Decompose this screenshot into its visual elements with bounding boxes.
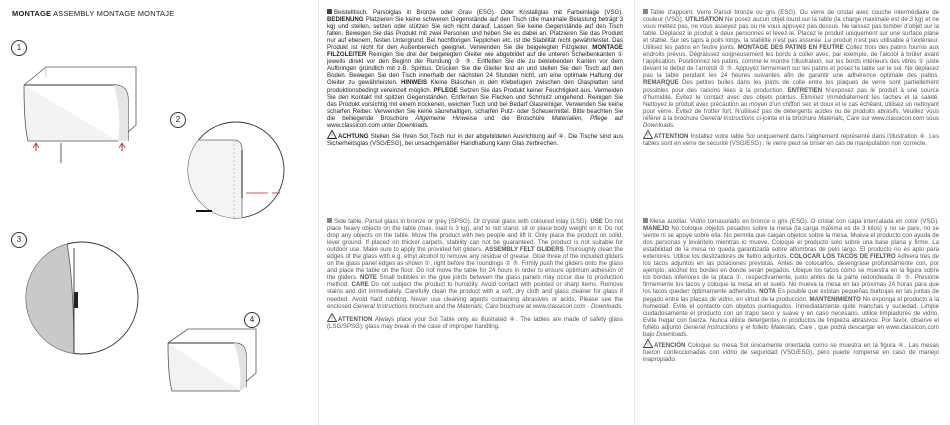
- de-brochure-1: Allgemeine Hinweise: [415, 114, 478, 122]
- fr-care-text: N’exposez pas le produit à une source d’humidité. Évitez le contact avec des objets pointus. Éliminez immédiatement les taches et la saleté. Nettoyez le produit avec précaution au moyen d’un chiffon sec et doux et le cas échéant, utilisez un nettoyant pour verre. Évitez de frotter fort. N’utilisez pas de détergents acides ou de produits abrasifs. Veuillez vous référer à la brochure: [643, 86, 939, 122]
- es-note-text: Es posible que existan pequeñas burbujas en las juntas de pegado entre las placas de vidrio, en virtud de la producción.: [643, 288, 940, 303]
- es-heading-use: MANEJO: [643, 225, 670, 233]
- svg-text:!: !: [647, 133, 649, 139]
- es-warning-heading: ATENCIÓN: [654, 341, 686, 349]
- en-use-text: Do not place heavy objects on the table (max. load is 3 kg), and to not stand, sit or place body weight on it. Do not drop any objects on the table. Move the product with two people and lift it. Only place the product on solid, level ground. If placed on thicker carpets, stability can not be guaranteed. The product is not suitable for outdoor use. Make sure to apply the provided felt gliders.: [327, 218, 623, 254]
- de-care-text-3: auf www.classicon.com unter: [327, 114, 623, 129]
- en-gliders-text: Thoroughly clean the edges of the glass with e.g. ethyl alcohol to remove any residue of grease. Glue three of the included gliders on the glass panel edges as shown ①, right before the roundings ② ③. Firmly push the gliders onto the glass and place the table on the floor. Do not move the table for 24 hours in order to ensure optimum adhesion of the gliders.: [327, 246, 623, 282]
- es-heading-gliders: COLOCAR LOS TACOS DE FIELTRO: [789, 253, 896, 261]
- es-care-text-3: , que podrá descargar en www.classicon.com bajo: [643, 323, 939, 338]
- en-brochure-1: General Instructions: [353, 302, 408, 310]
- header-title-rest: ASSEMBLY MONTAGE MONTAJE: [53, 9, 175, 18]
- en-heading-care: CARE: [351, 281, 369, 289]
- language-marker: [327, 218, 332, 223]
- language-marker: [643, 9, 648, 14]
- de-heading-use: BEDIENUNG: [327, 16, 364, 24]
- fr-heading-note: REMARQUE: [643, 79, 679, 87]
- fr-heading-gliders: MONTAGE DES PATINS EN FEUTRE: [737, 44, 844, 52]
- fr-downloads: Downloads.: [643, 121, 675, 129]
- warning-icon: [643, 339, 653, 348]
- en-brochure-2: Materials, Care: [457, 302, 499, 310]
- figure-4-table-orientation: [160, 325, 270, 420]
- figure-3-detail-circle: [22, 238, 142, 358]
- de-gliders-text: Reinigen Sie drei der beigelegten Gleiter wie abgebildet auf die unteren Scheibenkanten ① jeweils direkt vor den Beginn der Rundung ② ③. Entfetten Sie die zu beklebenden Kanten vor dem Aufbringen gründlich mit z.B. Spiritus. Drücken Sie die Gleiter fest an und stellen Sie den Tisch auf den Boden. Bewegen Sie den Tisch innerhalb der nächsten 24 Stunden nicht, um eine optimale Haftung der Gleiter zu gewährleisten.: [327, 51, 623, 87]
- text-column-spanish: [643, 218, 939, 363]
- fr-care-text-2: ci-jointe et la brochure: [756, 114, 817, 122]
- text-column-french: [643, 9, 939, 147]
- en-care-text-3: brochure at www.classicon.com -: [500, 302, 590, 310]
- de-use-text: Platzieren Sie keine schweren Gegenstände auf den Tisch (die maximale Belastung beträgt 3 kg) und stellen, setzen oder stützen Sie sich nicht darauf. Lassen Sie keine Gegenstände auf den Tisch fallen. Bewegen Sie das Produkt mit zwei Personen und heben Sie es dabei an. Platzieren Sie das Produkt nur auf ebenem, festen Untergrund. Bei hochflorigen Teppichen etc. ist die Stabilität nicht gewährleistet. Das Produkt ist nicht für den Außenbereich geeignet. Verwenden Sie die beigelegten Filzgleiter.: [327, 16, 623, 52]
- fr-note-text: Des petites bulles dans les joints de colle entre les plaques de verre sont partiellement possibles pour des raisons liées à la production.: [643, 79, 939, 94]
- fr-heading-care: ENTRETIEN: [787, 86, 823, 94]
- en-care-text-2: brochure and the: [409, 302, 456, 310]
- figure-2-detail-circle: [176, 120, 316, 220]
- es-heading-care: MANTENIMIENTO: [809, 295, 861, 303]
- en-heading-use: USE: [590, 218, 603, 225]
- es-brochure-1: General Instructions: [683, 323, 739, 331]
- text-column-german: [327, 9, 623, 147]
- en-lead: Side table. Parsol glass in bronze or grey (SPSG). Or crystal glass with coloured inlay (LSG).: [334, 218, 589, 225]
- de-care-text: Setzen Sie das Produkt keiner Feuchtigkeit aus. Vermeiden Sie den Kontakt mit spitzen Gegenständen. Entfernen Sie Flecken und Schmutz umgehend. Reinigen Sie das Produkt vorsichtig mit einem trockenen, weichen Tuch und bei Bedarf Glasreiniger. Verwenden Sie keine scharfen Reiber. Verwenden Sie keine säurehaltigen, scharfen Putz- oder Scheuermittel. Bitte beachten Sie die beiliegende Broschüre: [327, 86, 624, 122]
- warning-icon: [327, 313, 337, 322]
- es-use-text: No coloque objetos pesados sobre la mesa (la carga máxima es de 3 kilos) y no se pare, no se siente ni se apoye sobre ella. No permita que caigan objetos sobre la mesa. Mueva el producto con ayuda de dos personas y levántelo mientras lo mueve. Coloque el producto solo sobre una base plana y firme. La estabilidad de la mesa no queda garantizada sobre alfombras de pelo largo. El producto no es apto para exteriores. Utilice los deslizadores de fieltro adjuntos.: [643, 225, 939, 261]
- svg-text:!: !: [331, 316, 333, 322]
- fr-gliders-text: Collez trois des patins fournis aux endroits prévus. Dégraissez soigneusement les bords à coller avec, par exemple, de l’alcool à brûler avant l’application. Positionnez les patins, comme le montre l’illustration, sur les bords intérieurs des vitres ① juste devant le début de l’arrondi ② ③. Appuyez fermement sur les patins et posez la table sur le sol. Ne déplacez pas la table pendant les 24 heures suivantes afin de garantir une adhérence optimale des patins.: [643, 44, 939, 80]
- column-divider: [634, 0, 635, 425]
- es-brochure-2: Materials, Care: [770, 323, 813, 331]
- de-brochure-2: Materialien, Pflege: [551, 114, 608, 122]
- figure-number-3: 3: [11, 232, 27, 248]
- de-note-text: Kleine Bläschen in den Klebefugen zwischen den Glasplatten sind produktionsbedingt vereinzelt möglich.: [327, 79, 623, 94]
- de-heading-care: PFLEGE: [433, 86, 458, 94]
- en-warning-heading: ATTENTION: [338, 315, 373, 323]
- fr-warning-heading: ATTENTION: [654, 132, 689, 140]
- fr-brochure-1: General Instructions: [700, 114, 755, 122]
- page-header: [12, 9, 174, 18]
- en-heading-note: NOTE: [360, 274, 377, 282]
- de-heading-note: HINWEIS: [401, 79, 428, 87]
- en-warning-text: Always place your Sol Table only as illustrated ④. The tables are made of safety glass (LSG/SPSG); glass may break in the case of improper handling.: [327, 315, 623, 330]
- fr-use-text: Ne posez aucun objet lourd sur la table (la charge maximale est de 3 kg) et ne vous mettez pas, ne vous asseyez pas ou ne vous appuyez pas dessus. Ne laissez pas tomber d’objet sur la table. Déplacez le produit à deux personnes et levez-le. Placez le produit uniquement sur une surface plane et stable. Sur les tapis à poils longs, la stabilité n’est pas assurée. Le produit n’est pas utilisable à l’extérieur. Utilisez les patins en feutre joints.: [643, 16, 939, 52]
- es-care-text: No exponga el producto a la humedad. Evite el contacto con objetos puntiagudos. Inmediatamente quite manchas y suciedad. Limpie cuidadosamente el producto con un trapo seco y suave y en caso necesario, utilice limpiadores de vidrio. Evite fregar con fuerza. Nunca utilice detergentes ni productos de limpieza abrasivos. Por favor, observe el folleto adjunto: [643, 295, 940, 331]
- svg-text:!: !: [331, 133, 333, 139]
- fr-warning-text: Installez votre table Sol uniquement dans l’alignement représenté dans l’illustration ④. Les tables sont en verre de sécurité (VSG/ESG) ; le verre peut se briser en cas de manipulation non correcte.: [643, 132, 939, 147]
- de-heading-gliders: MONTAGE FILZGLEITER: [327, 44, 623, 59]
- de-lead: Beistelltisch. Parsolglas in Bronze oder Grau (ESG). Oder Kristallglas mit Farbeinlage (VSG).: [334, 9, 623, 16]
- es-warning-text: Coloque su mesa Sol únicamente orientada como se muestra en la figura ④. Las mesas fueron confeccionadas con vidrio de seguridad (VSG/ESG), pero puede romperse en caso de manejo inapropiado.: [643, 341, 939, 363]
- column-divider: [318, 0, 319, 425]
- warning-icon: [327, 130, 337, 139]
- svg-text:!: !: [647, 342, 649, 348]
- figure-1-illustration: [18, 55, 148, 170]
- text-column-english: [327, 218, 623, 330]
- fr-brochure-2: Materials, Care: [818, 114, 860, 122]
- language-marker: [327, 9, 332, 14]
- fr-heading-use: UTILISATION: [685, 16, 724, 24]
- en-heading-gliders: ASSEMBLY FELT GLIDERS: [484, 246, 564, 254]
- header-title-bold: MONTAGE: [12, 9, 52, 18]
- es-care-text-2: y el folleto: [740, 323, 769, 331]
- fr-lead: Table d’appoint. Verre Parsol bronze ou gris (ESG). Ou verre de cristal avec couche intermédiaire de couleur (VSG).: [643, 9, 939, 24]
- en-care-text: Do not subject the product to humidity. Avoid contact with pointed or sharp items. Remove stains and dirt immediately. Carefully clean the product with a soft, dry cloth and glass cleaner for glass if needed. Avoid hard rubbing. Never use cleaning agents containing abrasives or acids. Please see the enclosed: [327, 281, 623, 310]
- figure-number-4: 4: [244, 312, 260, 328]
- en-note-text: Small bubbles in the glue joints between the glass panels may occur due to production method.: [327, 274, 623, 289]
- en-downloads: Downloads.: [590, 302, 623, 310]
- language-marker: [643, 218, 648, 223]
- es-gliders-text: Adhiera tres de los tacos adjuntos en las posiciones previstas. Antes de colocarlos, desengrase profundamente con, por ejemplo, alcohol los bordes en donde serán pegados. Ubique los tacos como se muestra en la figura sobre los bordes inferiores de la placa ①, respectivamente, justo antes de la parte redondeada ② ③. Presione firmemente los tacos y coloque la mesa en el suelo. No mueva la mesa en las próximas 24 horas para que los tacos queden óptimamente adheridos.: [643, 253, 940, 296]
- es-lead: Mesa auxiliar. Vidrio tornasolado en bronce o gris (ESG). O cristal con capa intercalada en color (VSG).: [650, 218, 939, 225]
- de-care-text-2: und die Broschüre: [484, 114, 545, 122]
- figure-number-2: 2: [170, 112, 186, 128]
- es-heading-note: NOTA: [759, 288, 776, 296]
- figure-number-1: 1: [11, 40, 27, 56]
- fr-care-text-3: sur www.classicon.com sous: [861, 114, 939, 122]
- es-downloads: Downloads.: [656, 330, 689, 338]
- de-warning-text: Stellen Sie Ihren Sol Tisch nur in der abgebildeten Ausrichtung auf ④. Die Tische sind aus Sicherheitsglas (VSG/ESG), bei unsachgemäßer Handhabung kann Glas zerbrechen.: [327, 132, 623, 147]
- de-warning-heading: ACHTUNG: [338, 132, 369, 140]
- warning-icon: [643, 130, 653, 139]
- de-downloads: Downloads.: [397, 121, 429, 129]
